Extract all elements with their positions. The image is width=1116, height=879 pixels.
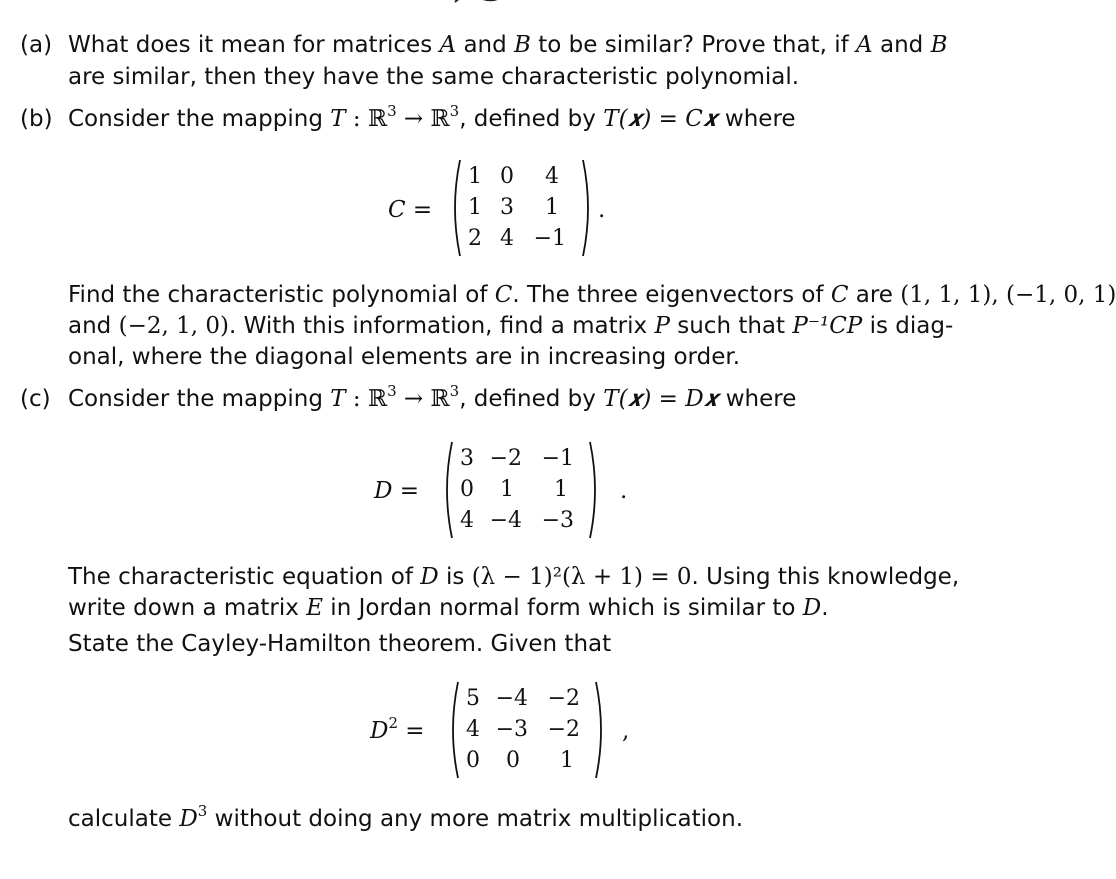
matrix-cell: 4: [500, 226, 514, 251]
part-c-paragraph-line-3: State the Cayley-Hamilton theorem. Given that: [68, 631, 612, 657]
right-paren: [581, 158, 595, 258]
matrix-c-period: .: [598, 197, 606, 223]
part-b-line-1: (b) Consider the mapping T : ℝ$^3$ → ℝ$^3$, defined by T(𝒙) = C𝒙 where: [20, 101, 796, 132]
matrix-cell: 4: [545, 164, 559, 189]
part-b-paragraph-line-3: onal, where the diagonal elements are in increasing order.: [68, 344, 741, 370]
matrix-cell: −2: [547, 686, 580, 711]
matrix-cell: 4: [460, 508, 474, 533]
matrix-d: [440, 440, 605, 540]
part-b-paragraph-line-2: and (−2, 1, 0). With this information, find a matrix P such that P⁻¹CP is diag-: [68, 313, 954, 339]
matrix-cell: 1: [560, 748, 574, 773]
matrix-cell: 5: [466, 686, 480, 711]
matrix-cell: 1: [468, 164, 482, 189]
matrix-cell: −4: [489, 508, 522, 533]
right-paren: [588, 440, 602, 540]
part-c-paragraph-line-1: The characteristic equation of D is (λ − 1)²(λ + 1) = 0. Using this knowledge,: [68, 564, 960, 590]
matrix-cell: −1: [533, 226, 566, 251]
part-b-paragraph-line-1: Find the characteristic polynomial of C. The three eigenvectors of C are (1, 1, 1), (−1, 0, 1): [68, 282, 1116, 308]
matrix-cell: 1: [468, 195, 482, 220]
part-c-final-line: calculate $D^3$ without doing any more matrix multiplication.: [68, 801, 743, 832]
matrix-cell: −4: [495, 686, 528, 711]
matrix-cell: 1: [554, 477, 568, 502]
matrix-cell: 1: [545, 195, 559, 220]
matrix-cell: −3: [495, 717, 528, 742]
part-b-label: (b): [20, 106, 53, 132]
matrix-cell: 1: [500, 477, 514, 502]
matrix-c: [448, 158, 598, 258]
part-c-line-1: (c) Consider the mapping T : ℝ$^3$ → ℝ$^3$, defined by T(𝒙) = D𝒙 where: [20, 381, 797, 412]
matrix-cell: 2: [468, 226, 482, 251]
matrix-cell: 0: [460, 477, 474, 502]
part-c-label: (c): [20, 386, 51, 412]
matrix-cell: 3: [460, 446, 474, 471]
part-a-label: (a): [20, 32, 53, 58]
matrix-cell: 0: [466, 748, 480, 773]
matrix-cell: 0: [506, 748, 520, 773]
part-a-line-1: (a) What does it mean for matrices A and B to be similar? Prove that, if A and B: [20, 32, 948, 58]
matrix-c-label: C =: [388, 197, 433, 223]
matrix-d2-comma: ,: [622, 718, 630, 744]
matrix-d-label: D =: [374, 478, 420, 504]
matrix-cell: −2: [547, 717, 580, 742]
matrix-d2: [446, 680, 611, 780]
matrix-cell: 3: [500, 195, 514, 220]
matrix-cell: 0: [500, 164, 514, 189]
matrix-cell: −1: [541, 446, 574, 471]
matrix-d2-label: $D^2$ =: [370, 713, 425, 744]
part-c-paragraph-line-2: write down a matrix E in Jordan normal form which is similar to D.: [68, 595, 829, 621]
part-a-line-2: are similar, then they have the same characteristic polynomial.: [68, 64, 800, 90]
right-paren: [594, 680, 608, 780]
matrix-d-period: .: [620, 478, 628, 504]
clipped-top-fragment: [445, 0, 515, 4]
matrix-cell: 4: [466, 717, 480, 742]
matrix-cell: −3: [541, 508, 574, 533]
matrix-cell: −2: [489, 446, 522, 471]
